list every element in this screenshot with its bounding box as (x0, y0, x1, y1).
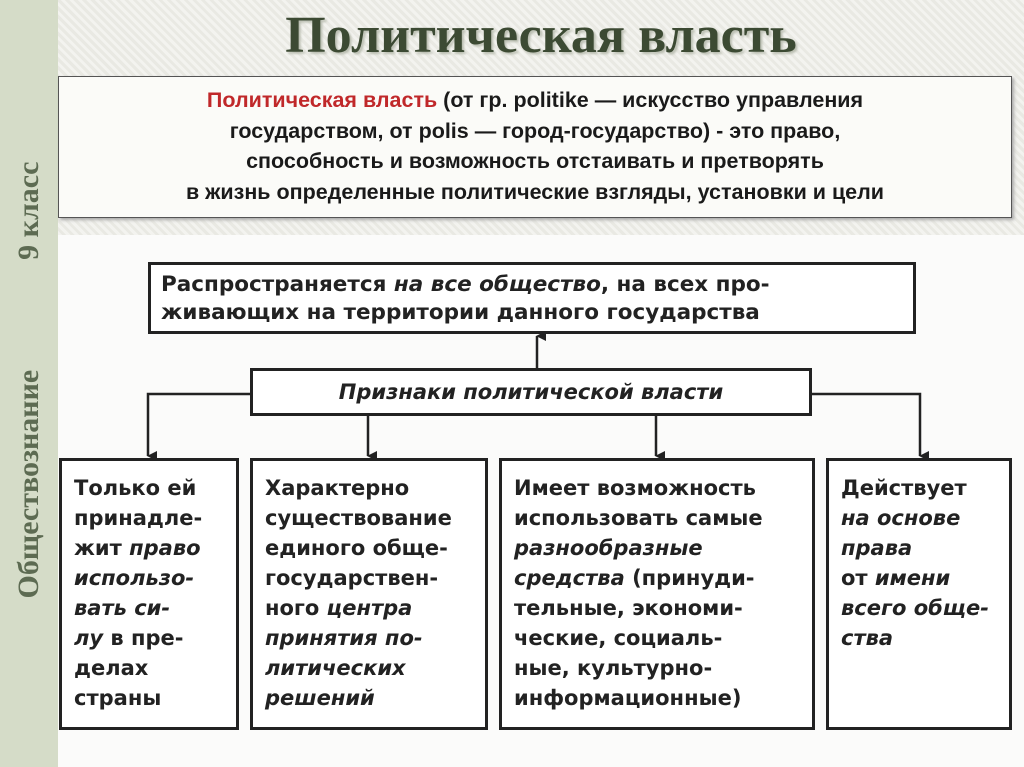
feature2-line: ного (265, 596, 327, 620)
features-title: Признаки политической власти (338, 380, 724, 404)
feature2-italic: принятия по- (265, 626, 423, 650)
feature2-line: государствен- (265, 566, 439, 590)
definition-term: Политическая власть (206, 88, 438, 112)
feature2-line: Характерно (265, 476, 410, 500)
feature3-italic: средства (514, 566, 625, 590)
feature4-italic: на основе (841, 506, 961, 530)
feature1-line: делах (74, 656, 149, 680)
feature-box-3 (499, 458, 815, 730)
feature1-italic: лу (74, 626, 104, 650)
connector-left (148, 394, 250, 456)
definition-line-4: в жизнь определенные политические взгляды, установки и цели (185, 179, 885, 204)
feature1-italic: право (129, 536, 201, 560)
feature1-italic: использо- (74, 566, 195, 590)
feature4-line: от (841, 566, 875, 590)
feature3-line: (принуди- (624, 566, 755, 590)
feature1-line: страны (74, 686, 162, 710)
feature1-italic: вать си- (74, 596, 171, 620)
features-title-box (250, 368, 812, 416)
feature1-line: принадле- (74, 506, 203, 530)
scope-box (148, 262, 916, 334)
definition-line-3: способность и возможность отстаивать и претворять (246, 149, 824, 173)
sidebar-grade: 9 класс (12, 161, 45, 260)
scope-text-2: , на всех про- (600, 272, 770, 297)
feature1-line: в пре- (103, 626, 184, 650)
feature-box-4 (826, 458, 1012, 730)
feature3-line: информационные) (514, 686, 742, 710)
feature4-italic: права (841, 536, 913, 560)
connector-right (812, 394, 920, 456)
feature4-italic: всего обще- (841, 596, 989, 620)
scope-text-3: живающих на территории данного государства (161, 300, 760, 325)
feature3-line: Имеет возможность (514, 476, 756, 500)
feature4-italic: имени (874, 566, 951, 590)
feature2-line: единого обще- (265, 536, 448, 560)
feature3-line: ческие, социаль- (514, 626, 723, 650)
definition-line-1: (от гр. politike — искусство управления (437, 88, 864, 112)
definition-line-2: государством, от polis — город-государство) - это право, (229, 118, 841, 143)
feature-box-1 (59, 458, 239, 730)
feature3-italic: разнообразные (514, 536, 703, 560)
feature2-italic: центра (326, 596, 413, 620)
feature3-line: ные, культурно- (514, 656, 713, 680)
feature1-line: Только ей (74, 476, 197, 500)
feature2-italic: решений (265, 686, 375, 710)
scope-text-italic: на все общество (393, 272, 601, 297)
feature-box-2 (250, 458, 488, 730)
feature2-line: существование (265, 506, 452, 530)
feature1-line: жит (74, 536, 130, 560)
scope-text-1: Распространяется (161, 272, 394, 297)
feature2-italic: литических (265, 656, 406, 680)
sidebar-subject: Обществознание (12, 369, 45, 599)
feature4-italic: ства (841, 626, 894, 650)
feature3-line: тельные, экономи- (514, 596, 743, 620)
feature3-line: использовать самые (514, 506, 763, 530)
slide-title: Политическая власть (285, 7, 797, 64)
feature4-line: Действует (841, 476, 967, 500)
